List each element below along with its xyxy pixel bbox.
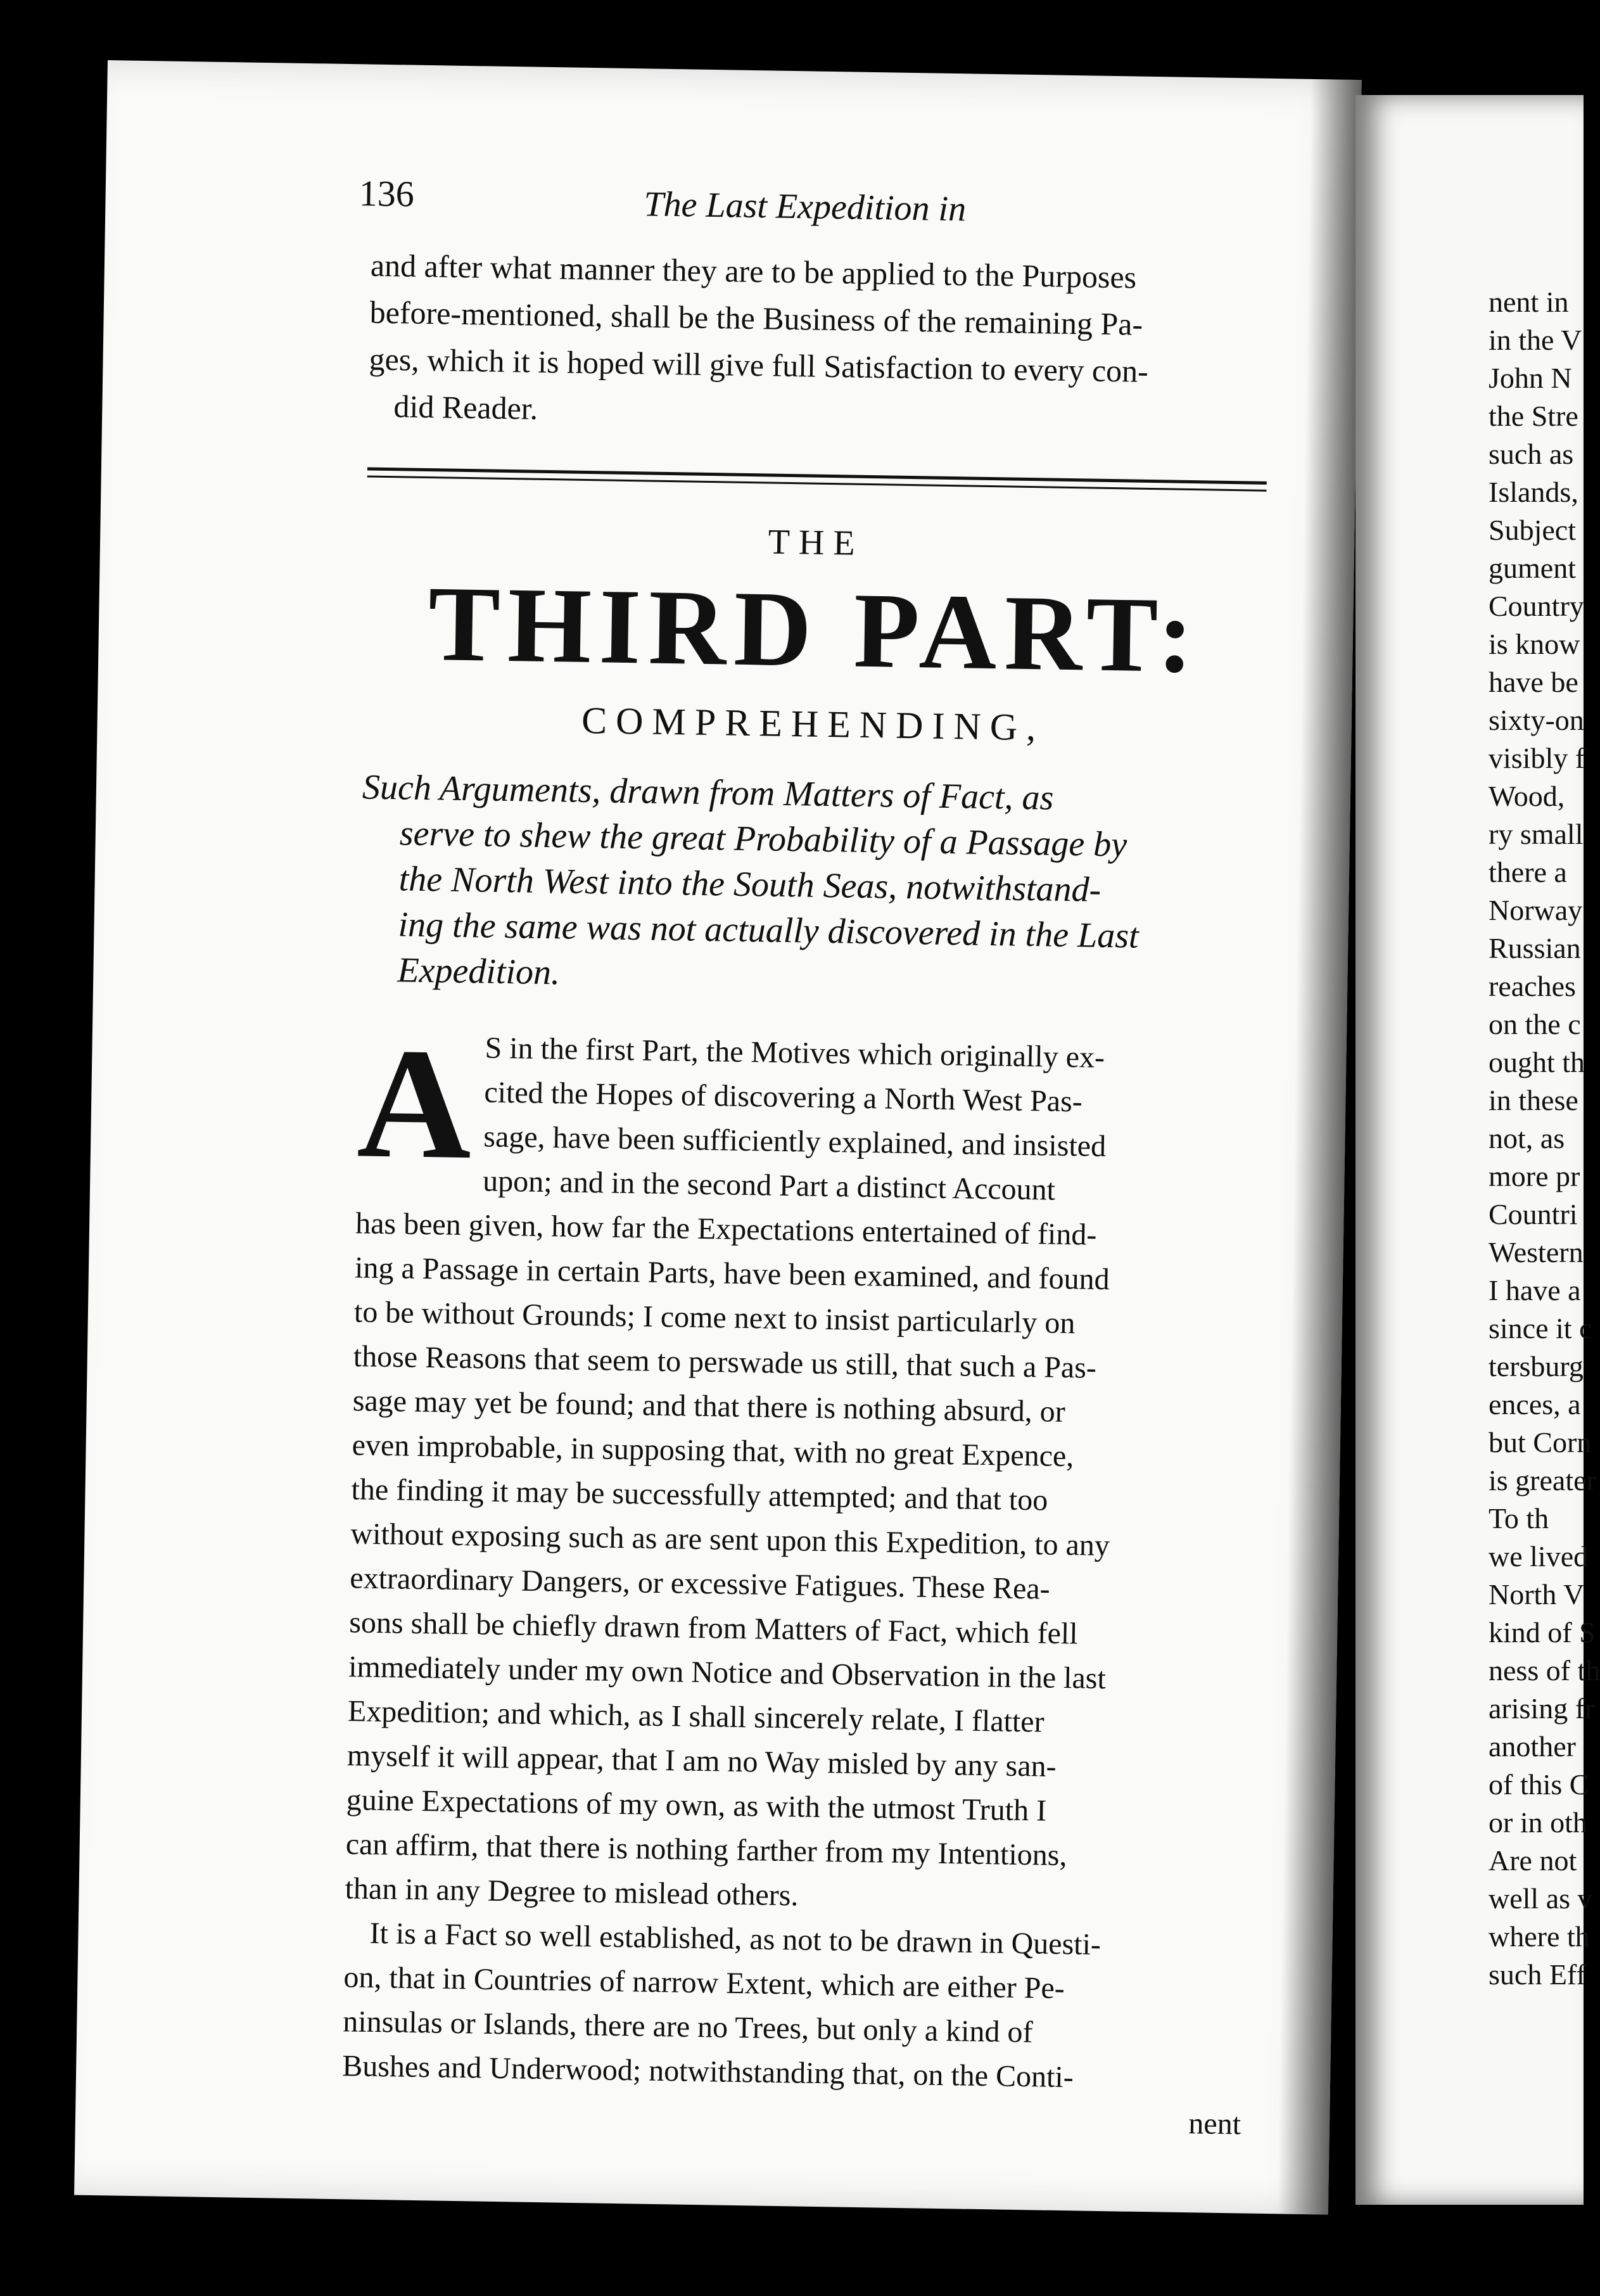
facing-page-line: gument	[1489, 552, 1576, 584]
facing-page-line: Countri	[1489, 1198, 1578, 1230]
facing-page-line: To th	[1489, 1502, 1549, 1534]
body-text	[341, 1015, 1258, 2146]
page-content	[341, 172, 1271, 2147]
facing-page-line: tersburg	[1489, 1350, 1584, 1382]
facing-page-line: sixty-on	[1489, 704, 1584, 736]
intro-paragraph	[368, 242, 1270, 443]
text-line: ges, which it is hoped will give full Satisfaction to every con-	[369, 341, 1149, 389]
double-rule-bottom	[367, 476, 1267, 492]
facing-page-line: in these	[1489, 1084, 1578, 1116]
facing-page-line: in the V	[1489, 324, 1582, 356]
facing-page-line: Islands,	[1489, 476, 1578, 508]
running-title: The Last Expedition in	[644, 184, 967, 229]
text-line: guine Expectations of my own, as with the utmost Truth I	[346, 1783, 1047, 1828]
text-line: before-mentioned, shall be the Business of the remaining Pa-	[369, 294, 1143, 342]
text-line: myself it will appear, that I am no Way misled by any san-	[346, 1738, 1057, 1783]
page-gutter-shadow	[1278, 79, 1362, 2215]
facing-page-line: but Corn	[1489, 1426, 1592, 1458]
text-line: to be without Grounds; I come next to insist particularly on	[353, 1295, 1076, 1341]
facing-page-line: Are not	[1489, 1844, 1577, 1877]
text-line: ing a Passage in certain Parts, have been examined, and found	[354, 1251, 1110, 1297]
text-line: It is a Fact so well established, as not to be drawn in Questi-	[369, 1916, 1102, 1961]
summary-line: Expedition.	[397, 950, 561, 993]
text-line: ninsulas or Islands, there are no Trees, but only a kind of	[343, 2005, 1033, 2050]
facing-page-line: or in oth	[1489, 1806, 1587, 1839]
facing-page-line: North V	[1489, 1578, 1585, 1610]
text-line: immediately under my own Notice and Observation in the last	[348, 1650, 1107, 1696]
facing-page-line: John N	[1489, 362, 1572, 394]
text-line: and after what manner they are to be applied to the Purposes	[370, 247, 1137, 295]
text-line: upon; and in the second Part a distinct Account	[482, 1164, 1056, 1207]
facing-page-line: of this C	[1489, 1768, 1589, 1801]
facing-page-line: there a	[1489, 856, 1567, 888]
text-line: S in the first Part, the Motives which originally ex-	[485, 1031, 1105, 1075]
facing-page	[1356, 95, 1600, 2205]
facing-page-line: Norway	[1489, 894, 1583, 926]
summary-line: serve to shew the great Probability of a Passage by	[399, 813, 1127, 865]
page-number: 136	[359, 172, 415, 215]
facing-page-line: such Eff	[1489, 1958, 1586, 1991]
facing-page-line: more pr	[1489, 1160, 1580, 1192]
text-line: sage, have been sufficiently explained, and insisted	[483, 1119, 1107, 1163]
facing-page-line: nent in	[1489, 286, 1569, 318]
facing-page-line: is know	[1489, 628, 1580, 660]
text-line: than in any Degree to mislead others.	[345, 1872, 799, 1913]
facing-page-line: Country	[1489, 590, 1584, 622]
facing-page-line: where th	[1489, 1920, 1590, 1953]
facing-page-line: ry small	[1489, 818, 1584, 850]
heading-comprehending: COMPREHENDING,	[581, 699, 1045, 749]
facing-page-line: kind of S	[1489, 1616, 1596, 1649]
catchword: nent	[1188, 2107, 1241, 2141]
book-page	[74, 60, 1362, 2215]
facing-page-line: ness of th	[1489, 1654, 1600, 1687]
facing-page-line: ences, a	[1489, 1388, 1581, 1420]
section-summary	[359, 764, 1262, 1006]
heading-title: THIRD PART:	[427, 564, 1202, 696]
facing-page-line: well as v	[1489, 1882, 1592, 1915]
summary-line: Such Arguments, drawn from Matters of Fact, as	[362, 767, 1054, 818]
text-line: those Reasons that seem to perswade us still, that such a Pas-	[353, 1339, 1097, 1385]
summary-line: the North West into the South Seas, notwithstand-	[398, 859, 1102, 910]
facing-page-line: the Stre	[1489, 400, 1578, 432]
text-line: cited the Hopes of discovering a North West Pas-	[484, 1075, 1083, 1119]
text-line: sons shall be chiefly drawn from Matters of Fact, which fell	[348, 1605, 1078, 1651]
facing-page-line: Subject	[1489, 514, 1576, 546]
text-line: Bushes and Underwood; notwithstanding that, on the Conti-	[341, 2049, 1074, 2095]
facing-page-line: not, as	[1489, 1122, 1565, 1154]
text-line: the finding it may be successfully attempted; and that too	[351, 1472, 1048, 1517]
heading-the: THE	[768, 522, 865, 563]
text-line: did Reader.	[393, 388, 538, 426]
text-line: extraordinary Dangers, or excessive Fatigues. These Rea-	[349, 1561, 1051, 1606]
text-line: can affirm, that there is nothing farther from my Intentions,	[345, 1827, 1067, 1873]
facing-page-line: since it c	[1489, 1312, 1592, 1344]
facing-page-line: such as	[1489, 438, 1574, 470]
facing-page-line: ought th	[1489, 1046, 1585, 1078]
paragraph-1	[345, 1015, 1258, 1925]
facing-page-line: another	[1489, 1730, 1576, 1763]
text-line: even improbable, in supposing that, with no great Expence,	[352, 1428, 1074, 1474]
facing-page-line: on the c	[1489, 1008, 1581, 1040]
text-line: has been given, how far the Expectations entertained of find-	[355, 1206, 1097, 1252]
facing-page-line: visibly f	[1489, 742, 1585, 774]
facing-page-line: is greater	[1489, 1464, 1596, 1496]
facing-page-line: arising fr	[1489, 1692, 1595, 1725]
facing-page-line: Wood,	[1489, 780, 1565, 812]
facing-page-line: we lived	[1489, 1540, 1589, 1572]
text-line: sage may yet be found; and that there is nothing absurd, or	[352, 1384, 1066, 1429]
text-line: without exposing such as are sent upon this Expedition, to any	[350, 1517, 1110, 1563]
drop-cap: A	[356, 1015, 473, 1193]
text-line: on, that in Countries of narrow Extent, which are either Pe-	[343, 1960, 1065, 2006]
facing-page-line: I have a	[1489, 1274, 1581, 1306]
facing-page-line: have be	[1489, 666, 1578, 698]
facing-page-line: reaches	[1489, 970, 1576, 1002]
facing-page-line: Western	[1489, 1236, 1584, 1268]
facing-page-line: Russian	[1489, 932, 1581, 964]
summary-line: ing the same was not actually discovered in the Last	[398, 905, 1140, 956]
running-head	[359, 172, 1272, 256]
paragraph-2	[341, 1911, 1244, 2146]
text-line: Expedition; and which, as I shall sincerely relate, I flatter	[347, 1694, 1044, 1739]
